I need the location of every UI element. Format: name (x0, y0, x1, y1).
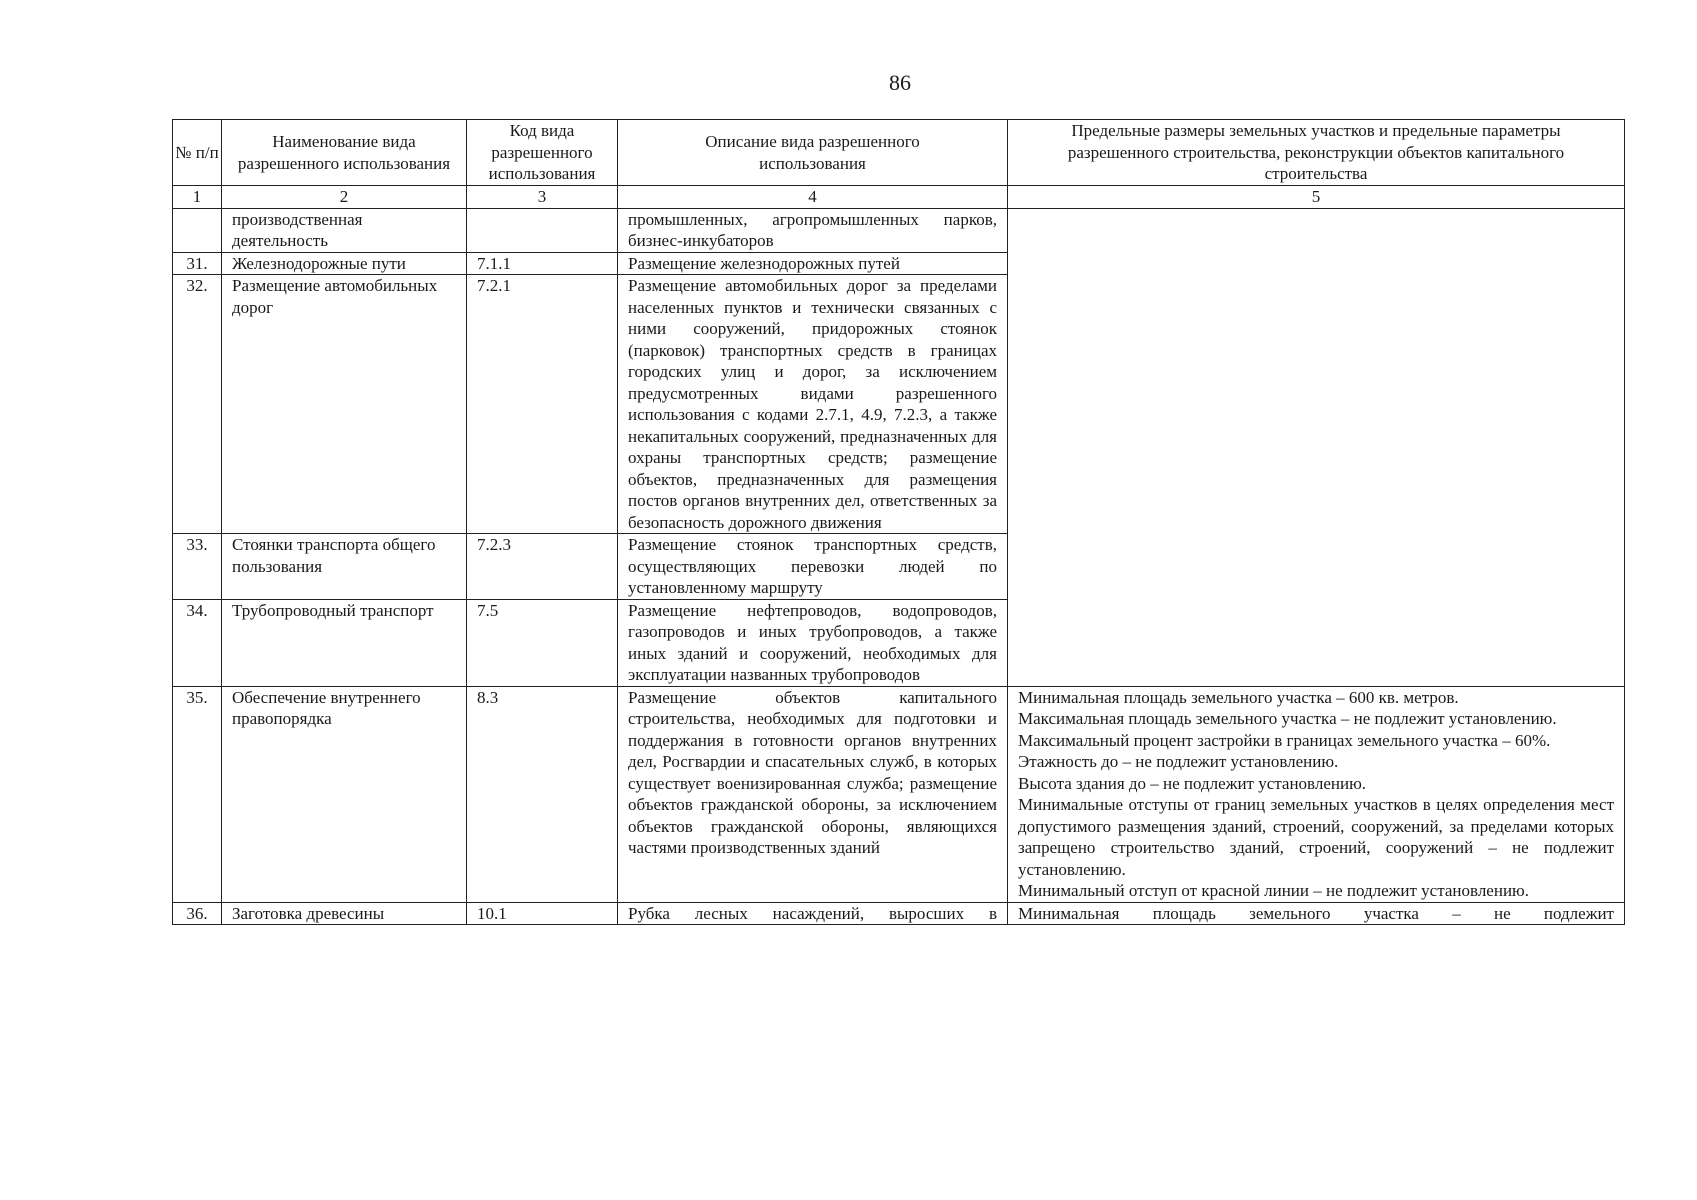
parameter-line: Минимальные отступы от границ земельных участков в целях определения мест допустимого размещения зданий, строений, сооружений, за пределами которых запрещено строительство зданий, строений, сооружений – не подлежит установлению. (1018, 795, 1614, 879)
row-use-name: Размещение автомобильных дорог (222, 275, 467, 534)
row-use-code (467, 208, 618, 252)
land-use-table (172, 119, 1625, 925)
table-header-row (173, 120, 1625, 186)
row-use-code: 7.1.1 (467, 252, 618, 275)
parameter-line: Максимальный процент застройки в границах земельного участка – 60%. (1018, 730, 1551, 750)
row-number: 31. (173, 252, 222, 275)
row-parameters: Минимальная площадь земельного участка – не подлежит (1008, 902, 1625, 925)
row-use-code: 7.2.3 (467, 534, 618, 600)
row-parameters (1008, 686, 1625, 902)
row-number: 33. (173, 534, 222, 600)
row-use-code: 7.2.1 (467, 275, 618, 534)
row-number (173, 208, 222, 252)
header-use-code: Код вида разрешенного использования (467, 120, 618, 186)
row-use-name: Трубопроводный транспорт (222, 599, 467, 686)
row-use-code: 8.3 (467, 686, 618, 902)
row-use-name: производственная деятельность (222, 208, 467, 252)
column-number: 5 (1008, 186, 1625, 209)
column-number: 1 (173, 186, 222, 209)
row-number: 36. (173, 902, 222, 925)
row-use-description: Рубка лесных насаждений, выросших в (618, 902, 1008, 925)
row-use-code: 7.5 (467, 599, 618, 686)
parameter-line: Максимальная площадь земельного участка – не подлежит установлению. (1018, 709, 1557, 728)
row-use-name: Заготовка древесины (222, 902, 467, 925)
parameter-line: Минимальный отступ от красной линии – не подлежит установлению. (1018, 881, 1529, 900)
column-number: 4 (618, 186, 1008, 209)
row-use-description: Размещение автомобильных дорог за пределами населенных пунктов и технически связанных с ними сооружений, придорожных стоянок (парковок) транспортных средств в границах городских улиц и дорог, за исключением предусмотренных видами разрешенного использования с кодами 2.7.1, 4.9, 7.2.3, а также некапитальных сооружений, предназначенных для охраны транспортных средств; размещение объектов, предназначенных для размещения постов органов внутренних дел, ответственных за безопасность дорожного движения (618, 275, 1008, 534)
row-use-description: Размещение железнодорожных путей (618, 252, 1008, 275)
parameter-line: Высота здания до – не подлежит установлению. (1018, 773, 1367, 793)
row-use-code: 10.1 (467, 902, 618, 925)
row-use-name: Железнодорожные пути (222, 252, 467, 275)
row-use-description: Размещение нефтепроводов, водопроводов, газопроводов и иных трубопроводов, а также иных зданий и сооружений, необходимых для эксплуатации названных трубопроводов (618, 599, 1008, 686)
row-use-description: промышленных, агропромышленных парков, бизнес-инкубаторов (618, 208, 1008, 252)
row-use-description: Размещение объектов капитального строительства, необходимых для подготовки и поддержания в готовности органов внутренних дел, Росгвардии и спасательных служб, в которых существует военизированная служба; размещение объектов гражданской обороны, за исключением объектов гражданской обороны, являющихся частями производственных зданий (618, 686, 1008, 902)
header-use-name: Наименование вида разрешенного использования (222, 120, 467, 186)
row-number: 32. (173, 275, 222, 534)
row-use-name: Обеспечение внутреннего правопорядка (222, 686, 467, 902)
row-use-description: Размещение стоянок транспортных средств, осуществляющих перевозки людей по установленному маршруту (618, 534, 1008, 600)
column-numbers-row (173, 186, 1625, 209)
column-number: 2 (222, 186, 467, 209)
parameter-line: Этажность до – не подлежит установлению. (1018, 752, 1339, 771)
column-number: 3 (467, 186, 618, 209)
table-row (173, 902, 1625, 925)
header-number: № п/п (173, 120, 222, 186)
row-parameters-empty (1008, 208, 1625, 686)
table-row (173, 208, 1625, 252)
header-use-description: Описание вида разрешенного использования (618, 120, 1008, 186)
table-row (173, 686, 1625, 902)
header-limit-parameters: Предельные размеры земельных участков и предельные параметры разрешенного строительства, реконструкции объектов капитального строительства (1008, 120, 1625, 186)
row-number: 34. (173, 599, 222, 686)
row-number: 35. (173, 686, 222, 902)
page-number: 86 (889, 70, 911, 95)
parameter-line: Минимальная площадь земельного участка – 600 кв. метров. (1018, 687, 1459, 707)
row-use-name: Стоянки транспорта общего пользования (222, 534, 467, 600)
